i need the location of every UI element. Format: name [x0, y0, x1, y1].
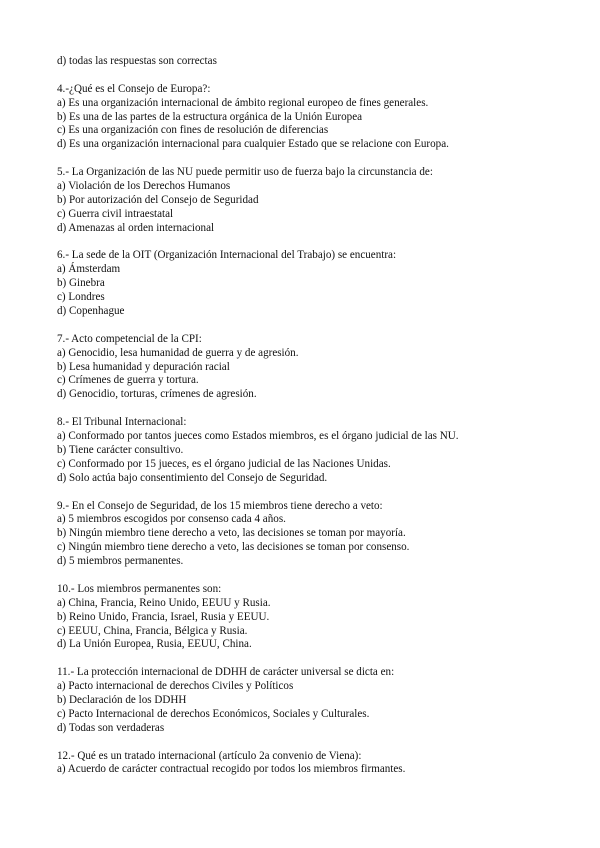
question-text: 11.- La protección internacional de DDHH de carácter universal se dicta en:	[57, 666, 395, 679]
question-10	[57, 583, 587, 652]
option-b: b) Por autorización del Consejo de Seguridad	[57, 193, 259, 206]
option-a: a) Ámsterdam	[57, 263, 121, 276]
option-b: b) Declaración de los DDHH	[57, 693, 187, 706]
question-text: 12.- Qué es un tratado internacional (artículo 2a convenio de Viena):	[57, 749, 362, 762]
question-4	[57, 83, 587, 152]
option-d: d) 5 miembros permanentes.	[57, 555, 184, 568]
question-text: 5.- La Organización de las NU puede permitir uso de fuerza bajo la circunstancia de:	[57, 166, 433, 179]
question-12	[57, 750, 587, 778]
option-a: a) China, Francia, Reino Unido, EEUU y Rusia.	[57, 596, 271, 609]
option-c: c) Pacto Internacional de derechos Económicos, Sociales y Culturales.	[57, 707, 370, 720]
option-d: d) Amenazas al orden internacional	[57, 221, 215, 234]
option-d: d) Todas son verdaderas	[57, 721, 165, 734]
option-c: c) Conformado por 15 jueces, es el órgano judicial de las Naciones Unidas.	[57, 457, 391, 470]
question-11	[57, 666, 587, 735]
option-d: d) Solo actúa bajo consentimiento del Consejo de Seguridad.	[57, 471, 328, 484]
question-9	[57, 500, 587, 569]
exam-page	[57, 55, 587, 777]
option-b: b) Ningún miembro tiene derecho a veto, las decisiones se toman por mayoría.	[57, 527, 406, 540]
question-text: 7.- Acto competencial de la CPI:	[57, 332, 202, 345]
option-c: c) EEUU, China, Francia, Bélgica y Rusia.	[57, 624, 248, 637]
option-b: b) Reino Unido, Francia, Israel, Rusia y EEUU.	[57, 610, 270, 623]
option-b: b) Ginebra	[57, 277, 105, 290]
option-b: b) Lesa humanidad y depuración racial	[57, 360, 230, 373]
question-6	[57, 249, 587, 318]
lead-option: d) todas las respuestas son correctas	[57, 55, 217, 67]
question-text: 9.- En el Consejo de Seguridad, de los 15 miembros tiene derecho a veto:	[57, 499, 383, 512]
option-c: c) Ningún miembro tiene derecho a veto, las decisiones se toman por consenso.	[57, 541, 410, 554]
question-text: 4.-¿Qué es el Consejo de Europa?:	[57, 82, 211, 95]
option-b: b) Tiene carácter consultivo.	[57, 443, 184, 456]
question-8	[57, 416, 587, 485]
option-c: c) Guerra civil intraestatal	[57, 207, 174, 220]
question-text: 6.- La sede de la OIT (Organización Internacional del Trabajo) se encuentra:	[57, 249, 397, 262]
option-c: c) Crímenes de guerra y tortura.	[57, 374, 199, 387]
question-text: 8.- El Tribunal Internacional:	[57, 416, 187, 429]
option-d: d) Es una organización internacional para cualquier Estado que se relacione con Europa.	[57, 138, 449, 151]
option-b: b) Es una de las partes de la estructura orgánica de la Unión Europea	[57, 110, 363, 123]
option-c: c) Es una organización con fines de resolución de diferencias	[57, 124, 329, 137]
question-5	[57, 166, 587, 235]
question-7	[57, 333, 587, 402]
option-d: d) Genocidio, torturas, crímenes de agresión.	[57, 388, 257, 401]
option-a: a) Violación de los Derechos Humanos	[57, 180, 231, 193]
option-d: d) La Unión Europea, Rusia, EEUU, China.	[57, 638, 252, 651]
option-a: a) Pacto internacional de derechos Civiles y Políticos	[57, 680, 294, 693]
question-text: 10.- Los miembros permanentes son:	[57, 582, 222, 595]
option-d: d) Copenhague	[57, 305, 125, 318]
option-a: a) Genocidio, lesa humanidad de guerra y de agresión.	[57, 346, 299, 359]
option-a: a) Es una organización internacional de ámbito regional europeo de fines generales.	[57, 96, 429, 109]
option-a: a) Conformado por tantos jueces como Estados miembros, es el órgano judicial de las NU.	[57, 430, 459, 443]
option-a: a) 5 miembros escogidos por consenso cada 4 años.	[57, 513, 286, 526]
option-c: c) Londres	[57, 291, 105, 304]
option-a: a) Acuerdo de carácter contractual recogido por todos los miembros firmantes.	[57, 763, 406, 776]
